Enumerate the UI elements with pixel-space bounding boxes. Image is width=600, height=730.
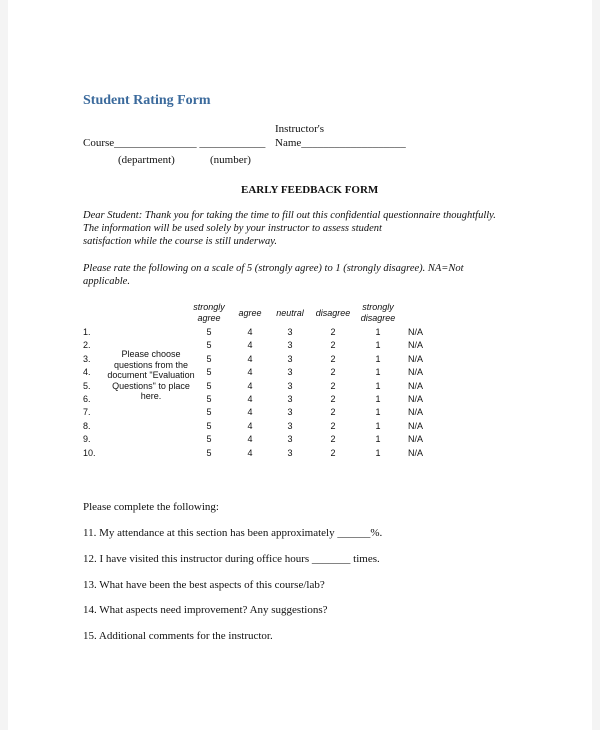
complete-intro: Please complete the following: <box>83 501 219 513</box>
question-14: 14. What aspects need improvement? Any suggestions? <box>83 604 328 616</box>
course-field-line: Course_______________ ____________ <box>83 137 266 149</box>
rating-v1: 1 <box>375 353 381 364</box>
question-12: 12. I have visited this instructor during office hours _______ times. <box>83 553 380 565</box>
rating-v4: 4 <box>247 420 253 431</box>
rating-na: N/A <box>408 434 424 445</box>
question-15: 15. Additional comments for the instructor. <box>83 630 273 642</box>
rating-v3: 3 <box>287 340 293 351</box>
scale-line-2: applicable. <box>83 276 130 287</box>
intro-line-3: satisfaction while the course is still underway. <box>83 236 277 247</box>
instructor-name-line: Name___________________ <box>275 137 406 149</box>
department-label: (department) <box>118 154 175 166</box>
rating-v2: 2 <box>330 407 336 418</box>
rating-na: N/A <box>408 447 424 458</box>
rating-v5: 5 <box>206 340 212 351</box>
rating-v1: 1 <box>375 394 381 404</box>
row-number: 5. <box>83 380 91 391</box>
rating-v4: 4 <box>247 394 253 404</box>
rating-v1: 1 <box>375 407 381 418</box>
rating-v1: 1 <box>375 367 381 378</box>
rating-na: N/A <box>408 353 424 364</box>
rating-v2: 2 <box>330 420 336 431</box>
row-number: 9. <box>83 434 91 445</box>
row-number: 1. <box>83 327 91 337</box>
rating-v3: 3 <box>287 434 293 445</box>
rating-v4: 4 <box>247 407 253 418</box>
rating-v2: 2 <box>330 380 336 391</box>
rating-v1: 1 <box>375 340 381 351</box>
scale-line-1: Please rate the following on a scale of 5 (strongly agree) to 1 (strongly disagree). NA=Not <box>83 263 464 274</box>
rating-v5: 5 <box>206 367 212 378</box>
rating-na: N/A <box>408 367 424 378</box>
row-number: 7. <box>83 407 91 418</box>
header-agree: agree <box>238 308 262 318</box>
rating-v4: 4 <box>247 353 253 364</box>
rating-v4: 4 <box>247 327 253 337</box>
rating-v4: 4 <box>247 447 253 458</box>
rating-v5: 5 <box>206 407 212 418</box>
rating-v3: 3 <box>287 447 293 458</box>
rating-na: N/A <box>408 407 424 418</box>
rating-na: N/A <box>408 327 424 337</box>
question-11: 11. My attendance at this section has been approximately ______%. <box>83 527 383 539</box>
instructor-label: Instructor's <box>275 123 325 135</box>
document-page <box>8 0 592 730</box>
rating-na: N/A <box>408 340 424 351</box>
header-strongly-disagree: strongly disagree <box>360 302 396 323</box>
row-number: 10. <box>83 447 96 458</box>
rating-v3: 3 <box>287 407 293 418</box>
rating-na: N/A <box>408 394 424 404</box>
rating-v2: 2 <box>330 367 336 378</box>
row-number: 3. <box>83 353 91 364</box>
row-number: 6. <box>83 394 91 404</box>
rating-v4: 4 <box>247 367 253 378</box>
rating-v3: 3 <box>287 380 293 391</box>
rating-na: N/A <box>408 420 424 431</box>
question-13: 13. What have been the best aspects of this course/lab? <box>83 579 325 591</box>
form-title: Student Rating Form <box>83 93 211 108</box>
rating-v1: 1 <box>375 434 381 445</box>
row-number: 2. <box>83 340 91 351</box>
rating-na: N/A <box>408 380 424 391</box>
rating-v3: 3 <box>287 367 293 378</box>
rating-v1: 1 <box>375 420 381 431</box>
intro-line-1: Dear Student: Thank you for taking the time to fill out this confidential questionnaire thoughtfully. <box>83 210 496 221</box>
rating-v5: 5 <box>206 380 212 391</box>
header-strongly-agree: strongly agree <box>193 302 225 323</box>
rating-v3: 3 <box>287 420 293 431</box>
rating-v5: 5 <box>206 447 212 458</box>
rating-v2: 2 <box>330 447 336 458</box>
rating-v5: 5 <box>206 394 212 404</box>
rating-v2: 2 <box>330 327 336 337</box>
form-heading: EARLY FEEDBACK FORM <box>241 184 379 196</box>
rating-v2: 2 <box>330 394 336 404</box>
rating-v4: 4 <box>247 340 253 351</box>
rating-v3: 3 <box>287 394 293 404</box>
header-disagree: disagree <box>315 308 351 318</box>
rating-v4: 4 <box>247 434 253 445</box>
rating-v5: 5 <box>206 420 212 431</box>
rating-v1: 1 <box>375 380 381 391</box>
rating-v1: 1 <box>375 447 381 458</box>
rating-v3: 3 <box>287 327 293 337</box>
rating-v2: 2 <box>330 434 336 445</box>
questions-placeholder-note: Please choose questions from the document "Evaluation Questions" to place here. <box>107 349 195 402</box>
rating-v5: 5 <box>206 353 212 364</box>
row-number: 8. <box>83 420 91 431</box>
rating-v4: 4 <box>247 380 253 391</box>
rating-v1: 1 <box>375 327 381 337</box>
intro-line-2: The information will be used solely by your instructor to assess student <box>83 223 382 234</box>
rating-v2: 2 <box>330 353 336 364</box>
rating-v5: 5 <box>206 327 212 337</box>
rating-v3: 3 <box>287 353 293 364</box>
row-number: 4. <box>83 367 91 378</box>
number-label: (number) <box>210 154 251 166</box>
rating-v2: 2 <box>330 340 336 351</box>
rating-v5: 5 <box>206 434 212 445</box>
header-neutral: neutral <box>276 308 304 318</box>
